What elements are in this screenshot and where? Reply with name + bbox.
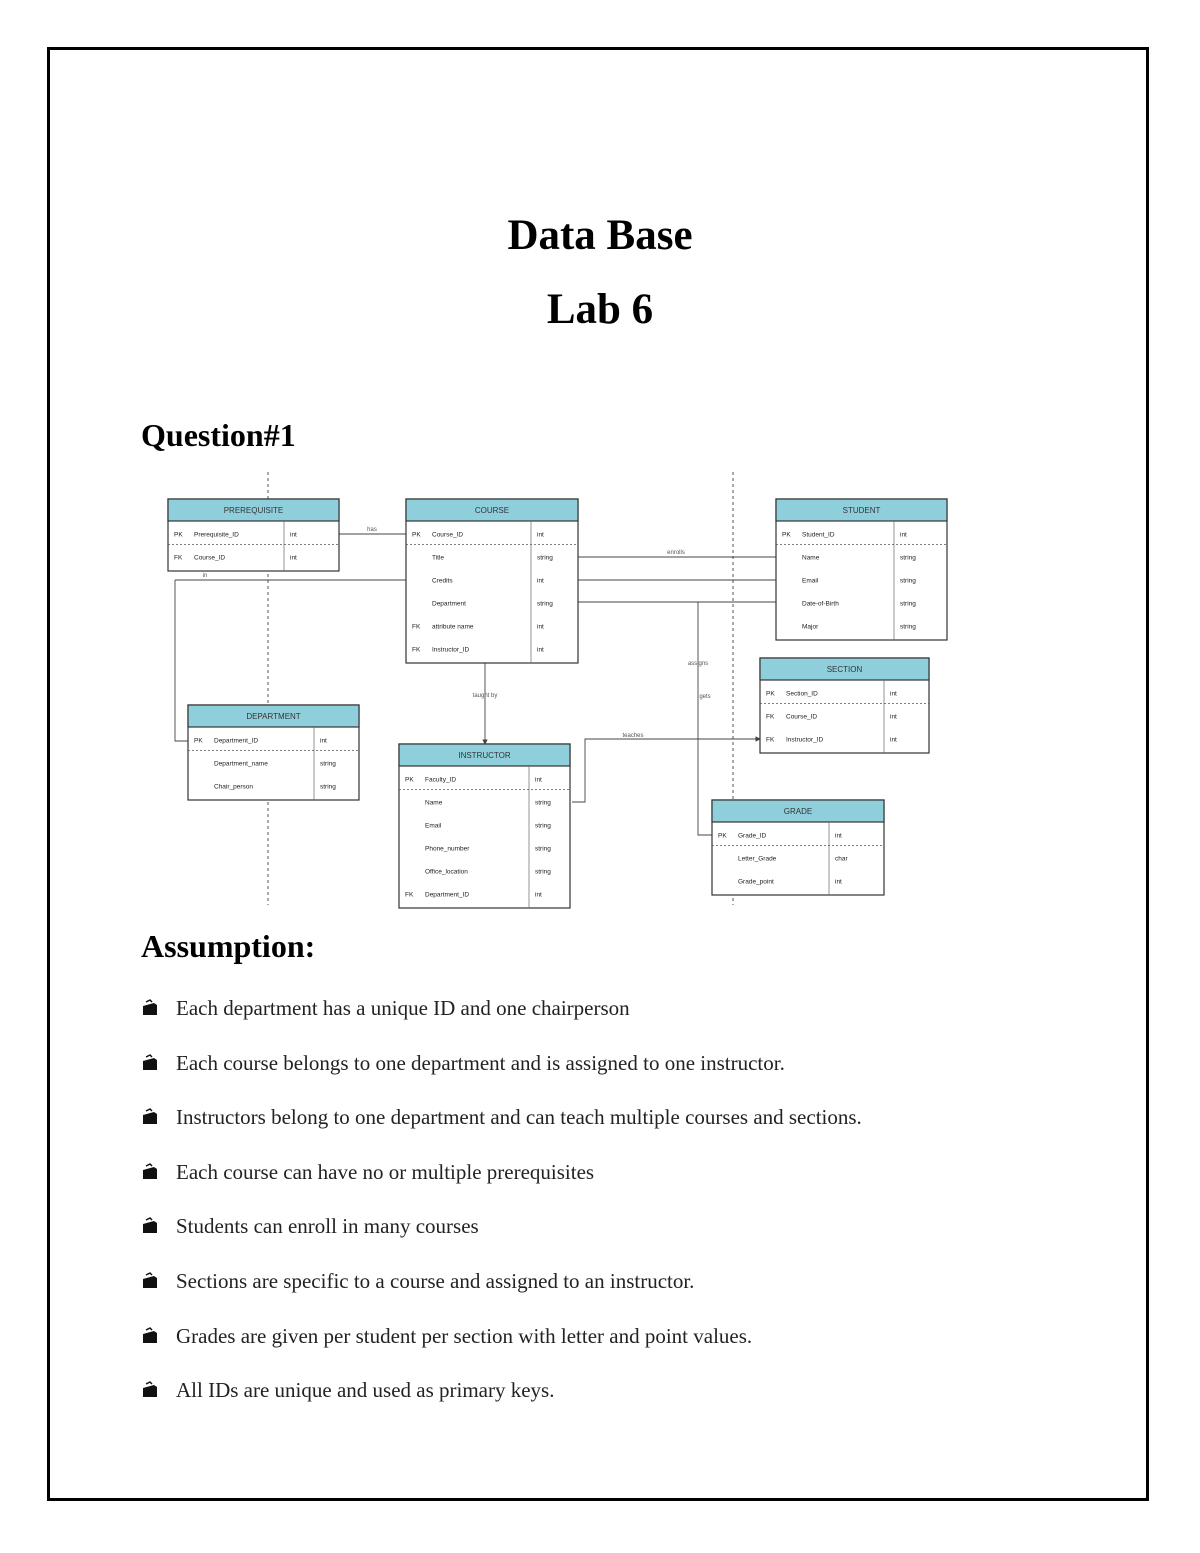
attribute-name: Instructor_ID	[432, 646, 470, 654]
relationship-label: in	[202, 573, 208, 579]
notepad-bullet-icon	[141, 1381, 159, 1399]
department-link-line	[175, 580, 188, 741]
notepad-bullet-icon	[141, 1327, 159, 1345]
notepad-bullet-icon	[141, 1217, 159, 1235]
attribute-type: int	[890, 690, 897, 698]
attribute-name: Faculty_ID	[425, 776, 457, 784]
attribute-name: Name	[425, 799, 443, 807]
foreign-key-icon: FK	[412, 646, 421, 654]
assumption-item	[141, 1269, 862, 1324]
attribute-type: int	[537, 646, 544, 654]
attribute-type: int	[290, 531, 297, 539]
attribute-type: string	[535, 799, 551, 807]
attribute-type: int	[535, 891, 542, 899]
attribute-type: string	[900, 577, 916, 585]
attribute-name: Course_ID	[194, 554, 226, 562]
attribute-name: Name	[802, 554, 820, 562]
attribute-name: Email	[425, 822, 442, 830]
assumption-heading: Assumption:	[141, 928, 316, 964]
entity-prerequisite	[168, 499, 339, 571]
attribute-type: int	[890, 713, 897, 721]
relationship-label: assigns	[687, 661, 709, 667]
attribute-name: Letter_Grade	[738, 855, 777, 863]
course-grade-line	[698, 602, 712, 835]
assumption-text: Each department has a unique ID and one chairperson	[176, 996, 630, 1020]
attribute-type: string	[320, 783, 336, 791]
attribute-name: Credits	[432, 577, 453, 585]
assumption-item	[141, 1214, 862, 1269]
attribute-name: Phone_number	[425, 845, 470, 853]
attribute-type: string	[900, 554, 916, 562]
assumption-list	[141, 996, 862, 1433]
entity-instructor	[399, 744, 570, 908]
relationship-label: has	[367, 527, 377, 533]
question-heading: Question#1	[141, 417, 296, 453]
entity-title: SECTION	[826, 665, 863, 674]
attribute-type: int	[835, 878, 842, 886]
attribute-name: Grade_point	[738, 878, 774, 886]
entity-department	[188, 705, 359, 800]
attribute-type: string	[900, 600, 916, 608]
attribute-type: int	[890, 736, 897, 744]
foreign-key-icon: FK	[766, 713, 775, 721]
attribute-name: Email	[802, 577, 819, 585]
attribute-name: Course_ID	[786, 713, 818, 721]
notepad-bullet-icon	[141, 1272, 159, 1290]
attribute-name: Section_ID	[786, 690, 818, 698]
assumption-text: Students can enroll in many courses	[176, 1214, 479, 1239]
assumption-item	[141, 1105, 862, 1160]
assumption-text: Each course belongs to one department and is assigned to one instructor.	[176, 1050, 785, 1075]
attribute-name: Date-of-Birth	[802, 600, 839, 608]
primary-key-icon: PK	[174, 531, 183, 539]
attribute-type: string	[537, 554, 553, 562]
entity-title: STUDENT	[842, 506, 881, 515]
attribute-name: attribute name	[432, 623, 474, 631]
attribute-name: Prerequisite_ID	[194, 531, 239, 539]
attribute-type: string	[537, 600, 553, 608]
document-subtitle: Lab 6	[546, 286, 654, 333]
foreign-key-icon: FK	[412, 623, 421, 631]
attribute-type: int	[320, 737, 327, 745]
instructor-section-line	[572, 739, 760, 802]
notepad-bullet-icon	[141, 1108, 159, 1126]
attribute-name: Title	[432, 554, 445, 562]
relationship-label: enrolls	[667, 550, 685, 556]
attribute-type: int	[835, 832, 842, 840]
entity-title: GRADE	[783, 807, 813, 816]
primary-key-icon: PK	[412, 531, 421, 539]
entity-course	[406, 499, 578, 663]
attribute-name: Course_ID	[432, 531, 464, 539]
entity-title: DEPARTMENT	[246, 712, 301, 721]
attribute-name: Student_ID	[802, 531, 835, 539]
relationship-label: taught by	[472, 693, 498, 699]
attribute-type: int	[537, 531, 544, 539]
assumption-item	[141, 1051, 862, 1106]
foreign-key-icon: FK	[405, 891, 414, 899]
er-diagram	[160, 470, 960, 910]
assumption-text: Each course can have no or multiple prerequisites	[176, 1159, 595, 1184]
attribute-type: char	[835, 855, 848, 863]
primary-key-icon: PK	[766, 690, 775, 698]
attribute-name: Chair_person	[214, 783, 254, 791]
entity-title: PREREQUISITE	[223, 506, 284, 515]
notepad-bullet-icon	[141, 999, 159, 1017]
attribute-type: string	[320, 760, 336, 768]
primary-key-icon: PK	[782, 531, 791, 539]
entity-grade	[712, 800, 884, 895]
entity-student	[776, 499, 947, 640]
attribute-type: string	[535, 822, 551, 830]
attribute-type: string	[535, 845, 551, 853]
attribute-name: Grade_ID	[738, 832, 767, 840]
assumption-text: Grades are given per student per section with letter and point values.	[176, 1323, 753, 1348]
primary-key-icon: PK	[194, 737, 203, 745]
notepad-bullet-icon	[141, 1163, 159, 1181]
foreign-key-icon: FK	[174, 554, 183, 562]
entity-section	[760, 658, 929, 753]
assumption-text: All IDs are unique and used as primary keys.	[176, 1378, 555, 1403]
assumption-text: Sections are specific to a course and assigned to an instructor.	[176, 1268, 695, 1293]
attribute-type: int	[290, 554, 297, 562]
notepad-bullet-icon	[141, 1054, 159, 1072]
relationship-label: teaches	[622, 733, 644, 739]
relationship-label: gets	[699, 694, 711, 700]
entity-title: INSTRUCTOR	[458, 751, 511, 760]
entities-layer	[168, 499, 947, 908]
attribute-name: Department_ID	[425, 891, 470, 899]
assumption-text: Instructors belong to one department and can teach multiple courses and sections.	[176, 1105, 862, 1130]
attribute-type: int	[535, 776, 542, 784]
foreign-key-icon: FK	[766, 736, 775, 744]
assumption-item	[141, 1160, 862, 1215]
attribute-type: int	[537, 577, 544, 585]
attribute-name: Major	[802, 623, 819, 631]
attribute-type: int	[537, 623, 544, 631]
attribute-name: Office_location	[425, 868, 468, 876]
entity-title: COURSE	[474, 506, 510, 515]
primary-key-icon: PK	[405, 776, 414, 784]
attribute-type: string	[535, 868, 551, 876]
attribute-name: Department_name	[214, 760, 268, 768]
assumption-item	[141, 996, 862, 1051]
attribute-name: Department_ID	[214, 737, 259, 745]
assumption-item	[141, 1324, 862, 1379]
primary-key-icon: PK	[718, 832, 727, 840]
attribute-type: int	[900, 531, 907, 539]
assumption-item	[141, 1378, 862, 1433]
document-title: Data Base	[507, 212, 693, 259]
attribute-name: Instructor_ID	[786, 736, 824, 744]
attribute-type: string	[900, 623, 916, 631]
attribute-name: Department	[432, 600, 466, 608]
